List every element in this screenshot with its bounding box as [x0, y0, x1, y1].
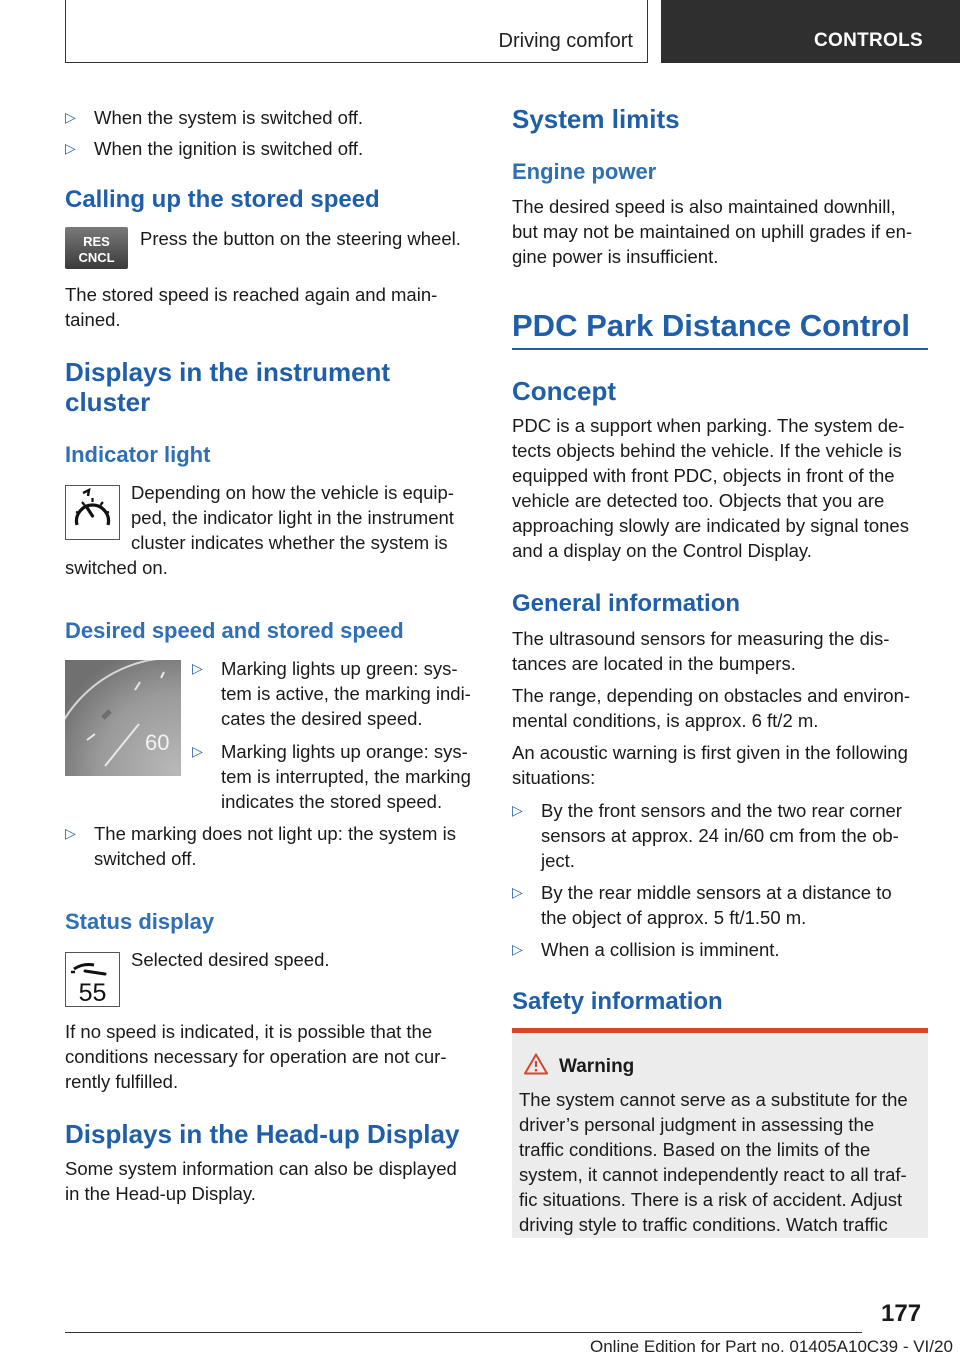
heading-calling-stored-speed: Calling up the stored speed	[65, 186, 380, 213]
nospeed-text-line: If no speed is indicated, it is possible that the	[65, 1021, 433, 1042]
header-section-box	[65, 0, 648, 63]
indicator-text-line: switched on.	[65, 557, 168, 578]
bullet-triangle-icon: ▷	[65, 140, 76, 156]
bullet-triangle-icon: ▷	[65, 825, 76, 841]
chapter-title-pdc: PDC Park Distance Control	[512, 308, 910, 343]
warning-triangle-icon	[524, 1053, 548, 1080]
svg-text:60: 60	[145, 730, 170, 755]
bullet-triangle-icon: ▷	[192, 743, 203, 759]
heading-concept: Concept	[512, 376, 616, 406]
heading-safety-information: Safety information	[512, 988, 723, 1015]
status-text: Selected desired speed.	[131, 949, 330, 970]
speedometer-image	[65, 660, 181, 781]
heading-general-information: General information	[512, 590, 741, 617]
general-text-line: The range, depending on obstacles and environ‐	[512, 685, 911, 706]
concept-text-line: tects objects behind the vehicle. If the vehicle is	[512, 440, 902, 461]
concept-text-line: equipped with front PDC, objects in front of the	[512, 465, 895, 486]
bullet-triangle-icon: ▷	[192, 660, 203, 676]
heading-desired-stored-speed: Desired speed and stored speed	[65, 618, 404, 643]
bullet-item: ▷ When the ignition is switched off.	[65, 138, 364, 159]
indicator-text-line: cluster indicates whether the system is	[131, 532, 448, 553]
header-chapter-title: CONTROLS	[814, 30, 924, 51]
general-text-line: situations:	[512, 767, 596, 788]
indicator-text-line: ped, the indicator light in the instrument	[131, 507, 454, 528]
engine-text-line: but may not be maintained on uphill grades if en‐	[512, 221, 913, 242]
bullet-item: ▷ When the system is switched off.	[65, 107, 364, 128]
concept-text-line: approaching slowly are indicated by signal tones	[512, 515, 909, 536]
heading-engine-power: Engine power	[512, 159, 657, 184]
calling-text: Press the button on the steering wheel.	[140, 228, 461, 249]
warning-bar	[512, 1028, 928, 1033]
heading-hud: Displays in the Head-up Display	[65, 1119, 460, 1149]
bullet-item: ▷ By the front sensors and the two rear corner sensors at approx. 24 in/60 cm from the ob‐ ject.	[512, 800, 902, 871]
heading-system-limits: System limits	[512, 104, 680, 134]
header-chapter-box	[661, 0, 960, 63]
bullet-item: ▷ Marking lights up green: sys‐ tem is active, the marking indi‐ cates the desired speed.	[192, 658, 471, 729]
svg-text:RES: RES	[83, 234, 110, 249]
hud-text-line: in the Head-up Display.	[65, 1183, 256, 1204]
engine-text-line: The desired speed is also maintained downhill,	[512, 196, 896, 217]
warning-text: The system cannot serve as a substitute for the driver’s personal judgment in assessing the traffic conditions. Based on the limits of the system, it cannot independently react to all traf‐ fic situations. There is a risk of accident. Adjust driving style to traffic conditions. Watch traffic	[519, 1089, 908, 1235]
general-text-line: tances are located in the bumpers.	[512, 653, 796, 674]
bullet-triangle-icon: ▷	[65, 109, 76, 125]
page-number: 177	[881, 1300, 922, 1327]
bullet-item: ▷ When a collision is imminent.	[512, 939, 780, 960]
warning-title: Warning	[559, 1056, 635, 1077]
bullet-triangle-icon: ▷	[512, 884, 523, 900]
svg-text:55: 55	[78, 979, 107, 1007]
footer-edition: Online Edition for Part no. 01405A10C39 - VI/20	[590, 1337, 953, 1356]
heading-indicator-light: Indicator light	[65, 442, 211, 467]
concept-text-line: vehicle are detected too. Objects that you are	[512, 490, 885, 511]
nospeed-text-line: conditions necessary for operation are not cur‐	[65, 1046, 447, 1067]
nospeed-text-line: rently fulfilled.	[65, 1071, 179, 1092]
res-cncl-button-icon	[65, 227, 128, 274]
bullet-item: ▷ By the rear middle sensors at a distance to the object of approx. 5 ft/1.50 m.	[512, 882, 892, 928]
heading-status-display: Status display	[65, 909, 215, 934]
general-text-line: mental conditions, is approx. 6 ft/2 m.	[512, 710, 819, 731]
general-text-line: The ultrasound sensors for measuring the dis‐	[512, 628, 890, 649]
warning-box	[512, 1028, 928, 1238]
stored-text-line: tained.	[65, 309, 121, 330]
bullet-triangle-icon: ▷	[512, 941, 523, 957]
hud-text-line: Some system information can also be displayed	[65, 1158, 457, 1179]
general-text-line: An acoustic warning is first given in the following	[512, 742, 908, 763]
stored-text-line: The stored speed is reached again and main‐	[65, 284, 438, 305]
engine-text-line: gine power is insufficient.	[512, 246, 719, 267]
header-section-title: Driving comfort	[498, 30, 633, 52]
desired-speed-status-icon	[65, 952, 120, 1012]
cruise-control-indicator-icon	[65, 485, 120, 545]
concept-text-line: and a display on the Control Display.	[512, 540, 812, 561]
indicator-text-line: Depending on how the vehicle is equip‐	[131, 482, 454, 503]
chapter-rule	[512, 348, 928, 350]
bullet-triangle-icon: ▷	[512, 802, 523, 818]
svg-text:CNCL: CNCL	[78, 250, 115, 265]
heading-displays-instrument: Displays in the instrument	[65, 357, 391, 387]
heading-displays-instrument: cluster	[65, 387, 151, 417]
bullet-item: ▷ Marking lights up orange: sys‐ tem is interrupted, the marking indicates the stored speed.	[192, 741, 471, 812]
footer-rule	[65, 1332, 862, 1333]
bullet-item: ▷ The marking does not light up: the system is switched off.	[65, 823, 456, 869]
concept-text-line: PDC is a support when parking. The system de‐	[512, 415, 905, 436]
